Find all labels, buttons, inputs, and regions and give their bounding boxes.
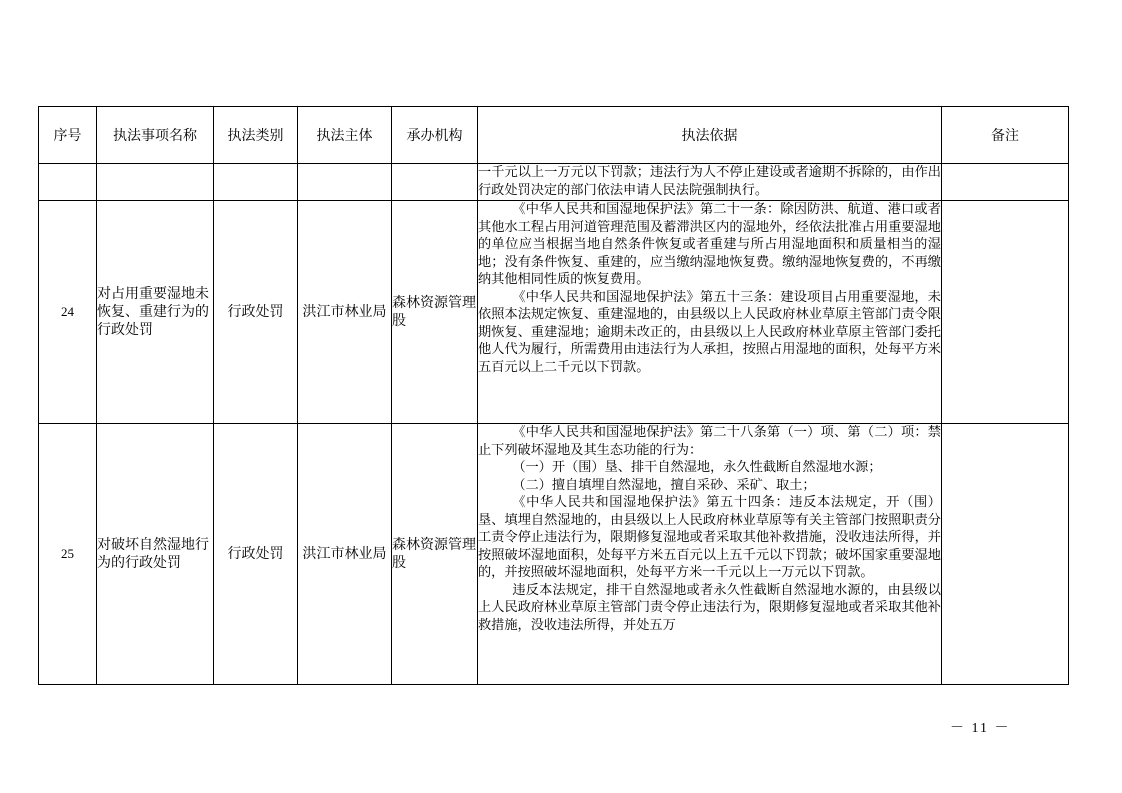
cell-remark <box>942 424 1069 685</box>
cell-seq: 24 <box>39 201 97 424</box>
basis-paragraph: （二）擅自填埋自然湿地，擅自采砂、采矿、取土； <box>512 477 816 493</box>
header-remark: 备注 <box>942 107 1069 164</box>
cell-seq: 25 <box>39 424 97 685</box>
page-number: － 11 － <box>950 721 1011 736</box>
table-header-row <box>39 107 1069 164</box>
cell-category: 行政处罚 <box>214 424 298 685</box>
basis-paragraph: 一千元以上一万元以下罚款；违法行为人不停止建设或者逾期不拆除的，由作出行政处罚决定的部门依法申请人民法院强制执行。 <box>478 165 941 198</box>
header-category: 执法类别 <box>214 107 298 164</box>
header-item-name: 执法事项名称 <box>97 107 214 164</box>
table-row <box>39 424 1069 685</box>
cell-basis <box>478 164 942 201</box>
header-seq: 序号 <box>39 107 97 164</box>
cell-seq <box>39 164 97 201</box>
table-row-continuation <box>39 164 1069 201</box>
cell-category: 行政处罚 <box>214 201 298 424</box>
cell-basis <box>478 201 942 424</box>
basis-paragraph: 《中华人民共和国湿地保护法》第五十三条：建设项目占用重要湿地，未依照本法规定恢复、重建湿地的，由县级以上人民政府林业草原主管部门责令限期恢复、重建湿地；逾期未改正的，由县级以上人民政府林业草原主管部门委托他人代为履行，所需费用由违法行为人承担，按照占用湿地的面积，处每平方米五百元以上二千元以下罚款。 <box>478 289 941 375</box>
cell-remark <box>942 164 1069 201</box>
cell-subject: 洪江市林业局 <box>298 201 392 424</box>
law-enforcement-table <box>38 106 1069 685</box>
cell-agency <box>392 164 478 201</box>
cell-name <box>97 164 214 201</box>
basis-paragraph: 《中华人民共和国湿地保护法》第二十八条第（一）项、第（二）项：禁止下列破坏湿地及其生态功能的行为： <box>478 425 941 458</box>
cell-agency: 森林资源管理股 <box>392 201 478 424</box>
header-basis: 执法依据 <box>478 107 942 164</box>
cell-subject: 洪江市林业局 <box>298 424 392 685</box>
table-row <box>39 201 1069 424</box>
header-agency: 承办机构 <box>392 107 478 164</box>
basis-paragraph: 《中华人民共和国湿地保护法》第二十一条：除因防洪、航道、港口或者其他水工程占用河道管理范围及蓄滞洪区内的湿地外，经依法批准占用重要湿地的单位应当根据当地自然条件恢复或者重建与所占用湿地面积和质量相当的湿地；没有条件恢复、重建的，应当缴纳湿地恢复费。缴纳湿地恢复费的，不再缴纳其他相同性质的恢复费用。 <box>478 202 941 287</box>
basis-paragraph: 违反本法规定，排干自然湿地或者永久性截断自然湿地水源的，由县级以上人民政府林业草原主管部门责令停止违法行为，限期修复湿地或者采取其他补救措施，没收违法所得，并处五万 <box>478 582 941 633</box>
cell-category <box>214 164 298 201</box>
cell-name: 对占用重要湿地未恢复、重建行为的行政处罚 <box>97 201 214 424</box>
cell-agency: 森林资源管理股 <box>392 424 478 685</box>
cell-remark <box>942 201 1069 424</box>
basis-paragraph: （一）开（围）垦、排干自然湿地，永久性截断自然湿地水源； <box>512 460 882 475</box>
cell-subject <box>298 164 392 201</box>
header-subject: 执法主体 <box>298 107 392 164</box>
cell-name: 对破坏自然湿地行为的行政处罚 <box>97 424 214 685</box>
basis-paragraph: 《中华人民共和国湿地保护法》第五十四条：违反本法规定，开（围）垦、填埋自然湿地的，由县级以上人民政府林业草原等有关主管部门按照职责分工责令停止违法行为，限期修复湿地或者采取其他补救措施，没收违法所得，并按照破坏湿地面积，处每平方米五百元以上五千元以下罚款；破坏国家重要湿地的，并按照破坏湿地面积，处每平方米一千元以上一万元以下罚款。 <box>478 495 941 580</box>
cell-basis <box>478 424 942 685</box>
